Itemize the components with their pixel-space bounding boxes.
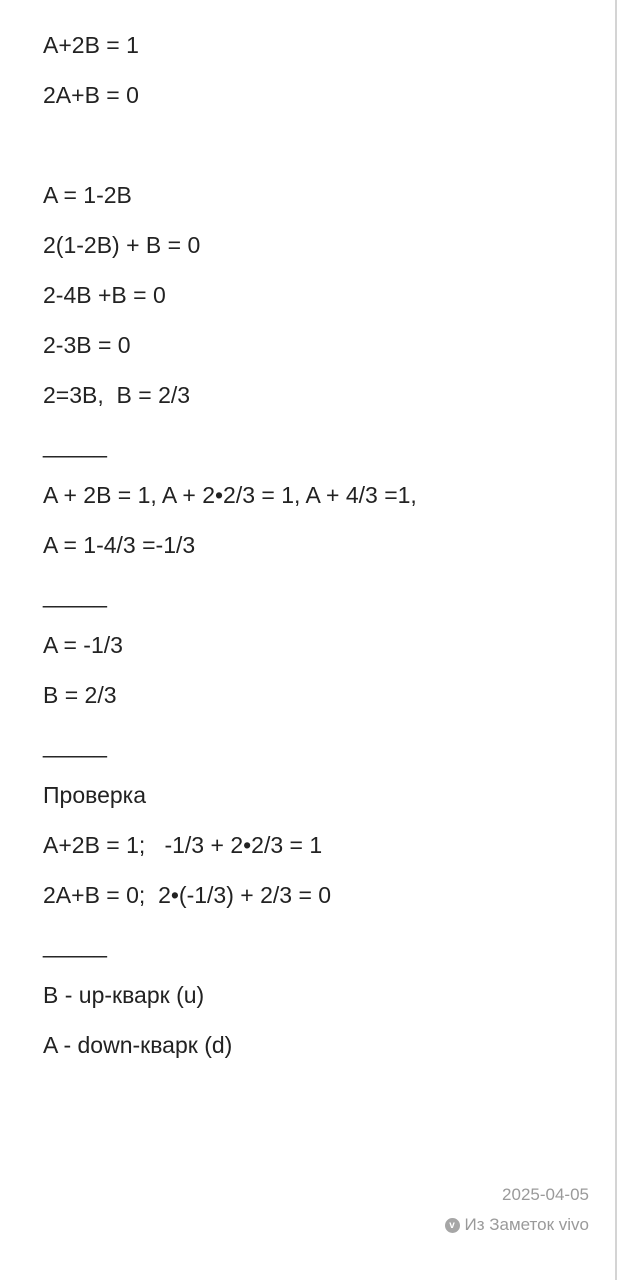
note-divider-line: _____ — [43, 432, 107, 458]
note-line: 2(1-2B) + B = 0 — [43, 232, 201, 258]
vivo-logo-icon: v — [445, 1218, 460, 1233]
note-line: A+2B = 1 — [43, 32, 139, 58]
note-divider-line: _____ — [43, 732, 107, 758]
note-line: A - down-кварк (d) — [43, 1032, 233, 1058]
note-line: A + 2B = 1, A + 2•2/3 = 1, A + 4/3 =1, — [43, 482, 417, 508]
note-line: A = 1-4/3 =-1/3 — [43, 532, 196, 558]
note-date: 2025-04-05 — [502, 1185, 589, 1204]
note-line: B = 2/3 — [43, 682, 117, 708]
note-line: Проверка — [43, 782, 147, 808]
page-right-border — [615, 0, 617, 1280]
note-source-label: Из Заметок vivo — [464, 1215, 589, 1234]
note-body[interactable] — [43, 20, 603, 1070]
note-line: 2=3B, B = 2/3 — [43, 382, 191, 408]
note-line: 2-4B +B = 0 — [43, 282, 166, 308]
note-source — [445, 1210, 589, 1240]
note-line: B - up-кварк (u) — [43, 982, 205, 1008]
note-line: 2A+B = 0; 2•(-1/3) + 2/3 = 0 — [43, 882, 332, 908]
note-line: A = 1-2B — [43, 182, 132, 208]
note-divider-line: _____ — [43, 582, 107, 608]
note-footer — [445, 1180, 589, 1240]
note-line-blank — [43, 120, 603, 170]
note-line: 2A+B = 0 — [43, 82, 139, 108]
note-line: 2-3B = 0 — [43, 332, 131, 358]
note-line: A+2B = 1; -1/3 + 2•2/3 = 1 — [43, 832, 323, 858]
note-line: A = -1/3 — [43, 632, 123, 658]
note-divider-line: _____ — [43, 932, 107, 958]
